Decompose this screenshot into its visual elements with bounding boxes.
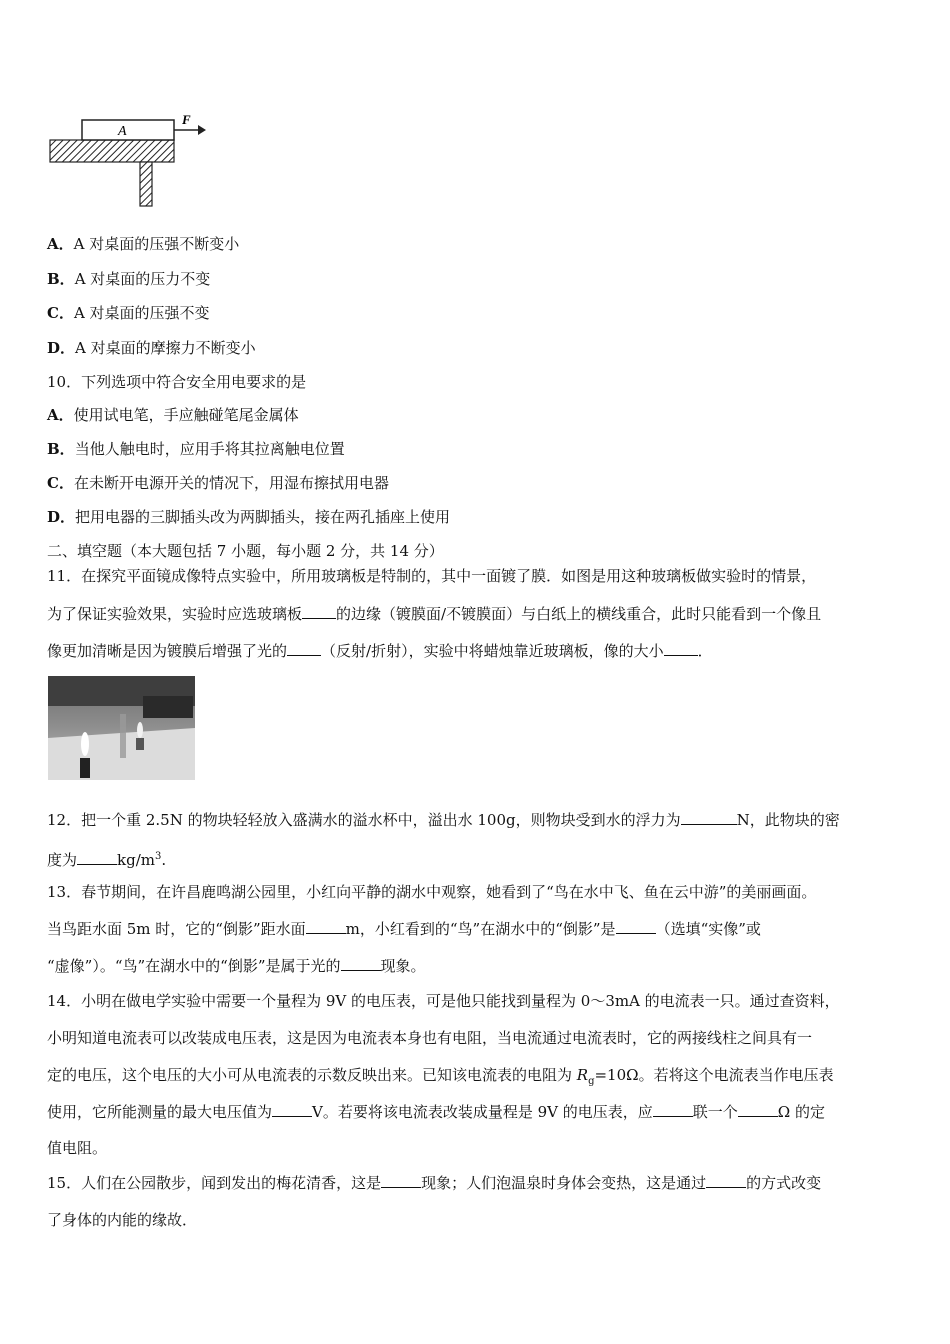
q14-line-2: 小明知道电流表可以改装成电压表，这是因为电流表本身也有电阻，当电流通过电流表时，它的两接线柱之间具有一 (47, 1029, 813, 1047)
image-flame (137, 722, 143, 738)
answer-blank (341, 956, 381, 971)
answer-blank (653, 1102, 693, 1117)
answer-blank (272, 1102, 312, 1117)
q13-line-3: “虚像”）。“鸟”在湖水中的“倒影”是属于光的 现象。 (47, 957, 426, 975)
table-top (50, 140, 174, 162)
answer-blank (306, 919, 346, 934)
answer-blank (664, 641, 698, 656)
q14-line-1: 14．小明在做电学实验中需要一个量程为 9V 的电压表，可是他只能找到量程为 0～3mA 的电流表一只。通过查资料， (47, 992, 840, 1010)
q14-line-4: 使用，它所能测量的最大电压值为 V。若要将该电流表改装成量程是 9V 的电压表，应 联一个 Ω 的定 (47, 1103, 825, 1121)
q11-line-2: 为了保证实验效果，实验时应选玻璃板 的边缘（镀膜面/不镀膜面）与白纸上的横线重合，此时只能看到一个像且 (47, 605, 822, 623)
answer-blank (616, 919, 656, 934)
q14-line-5: 值电阻。 (47, 1139, 108, 1157)
q10-option-c: C．在未断开电源开关的情况下，用湿布擦拭用电器 (47, 474, 389, 492)
q15-line-1: 15．人们在公园散步，闻到发出的梅花清香，这是 现象；人们泡温泉时身体会变热，这是通过 的方式改变 (47, 1174, 822, 1192)
answer-blank (77, 850, 117, 865)
shelf-object (143, 696, 193, 718)
q12-line-1: 12．把一个重 2.5N 的物块轻轻放入盛满水的溢水杯中，溢出水 100g，则物块受到水的浮力为 N，此物块的密 (47, 811, 840, 829)
candle-image (136, 738, 144, 750)
answer-blank (302, 604, 336, 619)
q10-option-b: B．当他人触电时，应用手将其拉离触电位置 (47, 440, 345, 458)
q12-line-2: 度为 $kg/m^3$. (47, 851, 167, 869)
q11-line-1: 11．在探究平面镜成像特点实验中，所用玻璃板是特制的，其中一面镀了膜．如图是用这种玻璃板做实验时的情景， (47, 567, 817, 585)
q13-line-2: 当鸟距水面 5m 时，它的“倒影”距水面 m，小红看到的“鸟”在湖水中的“倒影”是 （选填“实像”或 (47, 920, 761, 938)
answer-blank (681, 810, 737, 825)
q9-option-b: B．A 对桌面的压力不变 (47, 270, 211, 288)
force-arrowhead (198, 125, 206, 135)
block-on-table-figure (48, 112, 210, 210)
answer-blank (706, 1173, 746, 1188)
q10-option-a: A．使用试电笔，手应触碰笔尾金属体 (47, 406, 299, 424)
answer-blank (738, 1102, 778, 1117)
q14-line-3: 定的电压，这个电压的大小可从电流表的示数反映出来。已知该电流表的电阻为 $R_g=10\Omega$。若将这个电流表当作电压表 (47, 1066, 834, 1087)
mirror-experiment-photo (48, 676, 195, 780)
q9-option-d: D．A 对桌面的摩擦力不断变小 (47, 339, 256, 357)
block-a (82, 120, 174, 140)
glass-plate (120, 714, 126, 758)
q9-option-c: C．A 对桌面的压强不变 (47, 304, 210, 322)
front-candle (80, 758, 90, 778)
table-leg (140, 162, 152, 206)
answer-blank (381, 1173, 421, 1188)
block-a-label: A (118, 124, 127, 139)
q10-option-d: D．把用电器的三脚插头改为两脚插头，接在两孔插座上使用 (47, 508, 451, 526)
force-label: F (182, 112, 191, 127)
q10-stem: 10．下列选项中符合安全用电要求的是 (47, 373, 307, 391)
section-2-heading: 二、填空题（本大题包括 7 小题，每小题 2 分，共 14 分） (47, 542, 444, 560)
front-flame (81, 732, 89, 756)
q13-line-1: 13．春节期间，在许昌鹿鸣湖公园里，小红向平静的湖水中观察，她看到了“鸟在水中飞、鱼在云中游”的美丽画面。 (47, 883, 817, 901)
answer-blank (287, 641, 321, 656)
q11-line-3: 像更加清晰是因为镀膜后增强了光的 （反射/折射），实验中将蜡烛靠近玻璃板，像的大小 ． (47, 642, 713, 660)
q15-line-2: 了身体的内能的缘故． (47, 1211, 198, 1229)
q9-option-a: A．A 对桌面的压强不断变小 (47, 235, 240, 253)
